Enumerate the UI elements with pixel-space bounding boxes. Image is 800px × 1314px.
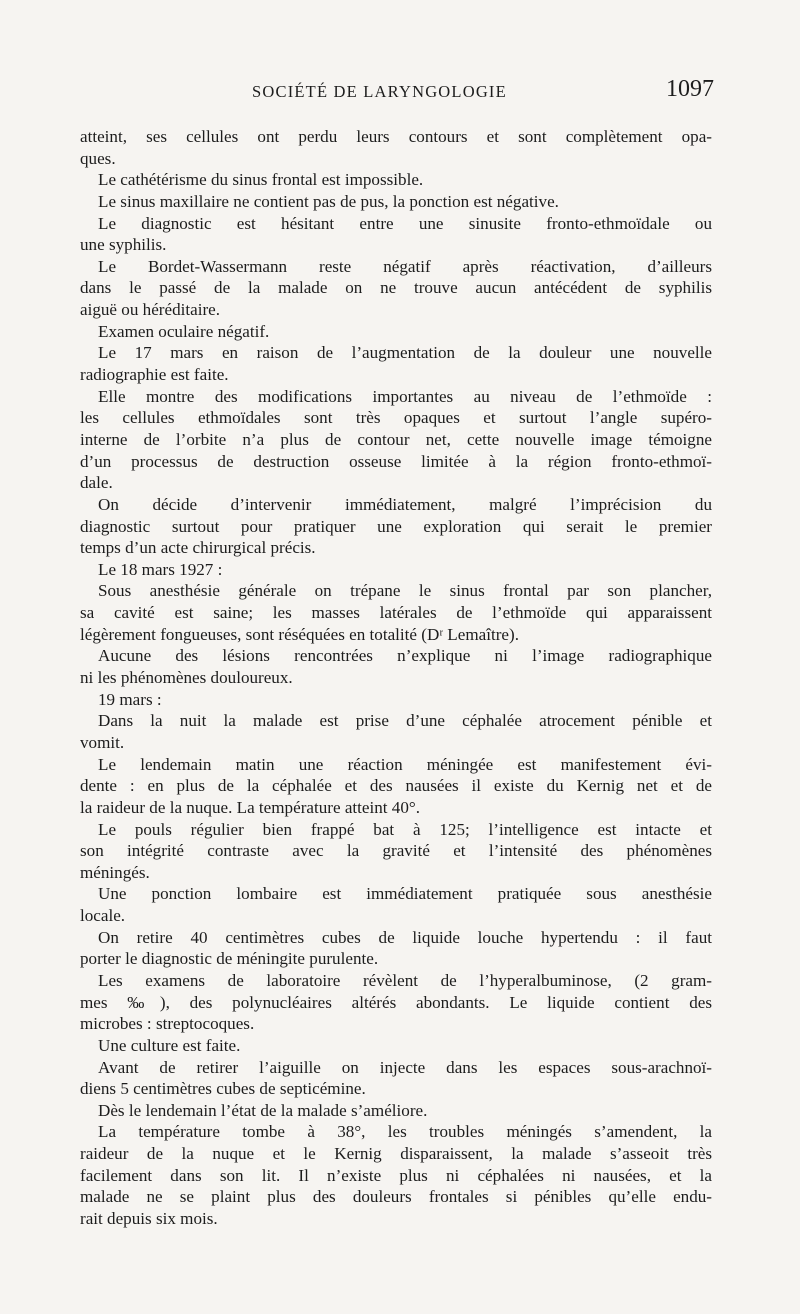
text-line: d’un processus de destruction osseuse limitée à la région fronto-ethmoï- <box>80 451 712 471</box>
text-line: interne de l’orbite n’a plus de contour net, cette nouvelle image témoigne <box>80 429 712 449</box>
text-line: malade ne se plaint plus des douleurs frontales si pénibles qu’elle endu- <box>80 1187 712 1207</box>
text-line: Avant de retirer l’aiguille on injecte dans les espaces sous-arachnoï- <box>98 1057 712 1077</box>
text-line: Le pouls régulier bien frappé bat à 125; l’intelligence est intacte et <box>98 819 712 839</box>
text-line: Une culture est faite. <box>98 1035 241 1055</box>
text-line: Le Bordet-Wassermann reste négatif après réactivation, d’ailleurs <box>98 256 712 276</box>
text-line: porter le diagnostic de méningite purulente. <box>80 949 379 969</box>
text-line: ques. <box>80 148 116 168</box>
text-line: Le cathétérisme du sinus frontal est impossible. <box>98 170 424 190</box>
text-line: sa cavité est saine; les masses latérales de l’ethmoïde qui apparaissent <box>80 603 712 623</box>
text-line: vomit. <box>80 732 125 752</box>
text-line: dans le passé de la malade on ne trouve aucun antécédent de syphilis <box>80 278 712 298</box>
text-line: radiographie est faite. <box>80 365 229 385</box>
text-line: les cellules ethmoïdales sont très opaques et surtout l’angle supéro- <box>80 408 712 428</box>
text-line: Une ponction lombaire est immédiatement pratiquée sous anesthésie <box>98 884 712 904</box>
text-line: méningés. <box>80 862 150 882</box>
text-line: Le 17 mars en raison de l’augmentation de la douleur une nouvelle <box>98 343 712 363</box>
text-line: microbes : streptocoques. <box>80 1014 255 1034</box>
text-line: diagnostic surtout pour pratiquer une exploration qui serait le premier <box>80 516 712 536</box>
text-line: 19 mars : <box>98 689 162 709</box>
text-line: diens 5 centimètres cubes de septicémine. <box>80 1079 366 1099</box>
text-line: On retire 40 centimètres cubes de liquide louche hypertendu : il faut <box>98 927 712 947</box>
text-line: atteint, ses cellules ont perdu leurs contours et sont complètement opa- <box>80 127 712 146</box>
text-line: mes ‰), des polynucléaires altérés abondants. Le liquide contient des <box>80 992 712 1012</box>
text-line: dale. <box>80 473 113 493</box>
text-line: La température tombe à 38°, les troubles méningés s’amendent, la <box>98 1122 712 1142</box>
text-line: Sous anesthésie générale on trépane le sinus frontal par son plancher, <box>98 581 712 601</box>
text-line: Le diagnostic est hésitant entre une sinusite fronto-ethmoïdale ou <box>98 213 712 233</box>
text-line: Le lendemain matin une réaction méningée est manifestement évi- <box>98 754 712 774</box>
page-number: 1097 <box>666 76 714 102</box>
text-line: temps d’un acte chirurgical précis. <box>80 538 316 558</box>
text-line: Aucune des lésions rencontrées n’explique ni l’image radiographique <box>98 646 712 666</box>
text-line: une syphilis. <box>80 235 167 255</box>
text-line: dente : en plus de la céphalée et des nausées il existe du Kernig net et de <box>80 776 712 796</box>
text-line: Les examens de laboratoire révèlent de l’hyperalbuminose, (2 gram- <box>98 970 712 990</box>
text-line: Dans la nuit la malade est prise d’une céphalée atrocement pénible et <box>98 711 712 731</box>
text-line: Dès le lendemain l’état de la malade s’améliore. <box>98 1100 428 1120</box>
text-line: locale. <box>80 906 126 926</box>
text-line: On décide d’intervenir immédiatement, malgré l’imprécision du <box>98 494 712 514</box>
text-line: Elle montre des modifications importantes au niveau de l’ethmoïde : <box>98 386 712 406</box>
text-line: Le sinus maxillaire ne contient pas de pus, la ponction est négative. <box>98 191 559 211</box>
text-line: aiguë ou héréditaire. <box>80 300 221 320</box>
body-text <box>80 126 712 1230</box>
text-line: son intégrité contraste avec la gravité et l’intensité des phénomènes <box>80 841 712 861</box>
text-line: la raideur de la nuque. La température atteint 40°. <box>80 797 421 817</box>
text-line: légèrement fongueuses, sont réséquées en totalité (Dʳ Lemaître). <box>80 624 519 644</box>
text-line: facilement dans son lit. Il n’existe plus ni céphalées ni nausées, et la <box>80 1165 712 1185</box>
journal-title: SOCIÉTÉ DE LARYNGOLOGIE <box>252 82 507 101</box>
text-line: raideur de la nuque et le Kernig disparaissent, la malade s’asseoit très <box>80 1144 712 1164</box>
text-line: Examen oculaire négatif. <box>98 321 270 341</box>
running-header <box>252 78 714 104</box>
text-line: rait depuis six mois. <box>80 1209 218 1229</box>
text-line: Le 18 mars 1927 : <box>98 559 223 579</box>
text-line: ni les phénomènes douloureux. <box>80 668 293 688</box>
